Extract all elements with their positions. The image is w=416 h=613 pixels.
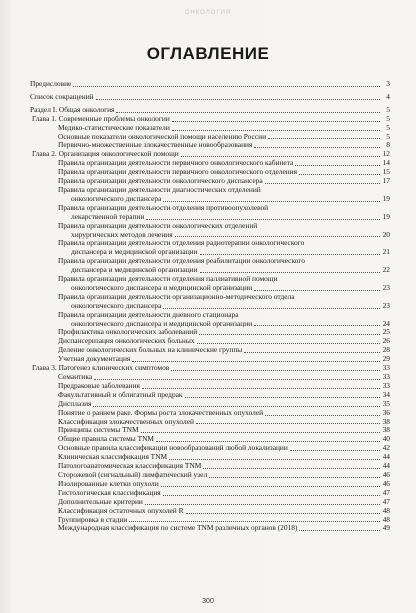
page-title: ОГЛАВЛЕНИЕ — [146, 44, 270, 63]
dot-leader — [265, 415, 380, 416]
toc-entry[interactable] — [30, 409, 390, 418]
toc-entry-title: Раздел I. Общая онкология — [30, 105, 115, 114]
toc-entry-title: Первично-множественные злокачественные новообразования — [58, 141, 253, 150]
toc-page-number: 25 — [382, 327, 390, 337]
dot-leader — [145, 504, 380, 505]
dot-leader — [295, 165, 380, 166]
toc-page-number: 36 — [382, 407, 390, 417]
dot-leader — [96, 99, 380, 100]
dot-leader — [172, 121, 380, 122]
toc-entry-title-cont: онкологического диспансера — [71, 301, 162, 310]
toc-entry-title: Учетная документация — [58, 355, 131, 364]
toc-page-number: 44 — [382, 461, 390, 471]
toc-entry[interactable] — [30, 124, 390, 133]
toc-page-number: 5 — [386, 113, 390, 123]
toc-entry-title: Классификация злокачественных опухолей — [58, 417, 194, 426]
toc-page-number: 21 — [382, 247, 390, 257]
toc-entry[interactable] — [30, 516, 390, 525]
toc-page-number: 46 — [382, 478, 390, 488]
toc-page-number: 42 — [382, 443, 390, 453]
toc-page-number: 28 — [382, 345, 390, 355]
toc-entry-title: Глава 2. Организация онкологической помощи — [32, 150, 179, 159]
toc-entry-title: Правила организации деятельности отделения радиотерапии онкологического — [58, 238, 305, 248]
toc-page-number: 48 — [382, 505, 390, 515]
toc-entry[interactable] — [30, 373, 390, 382]
toc-entry-title: Общие правила системы TNM — [58, 435, 155, 444]
dot-leader — [73, 86, 380, 87]
toc-entry-title: Дисплазия — [58, 399, 92, 408]
toc-entry-title: Правила организации деятельности диагностических отделений — [58, 184, 261, 194]
toc-entry[interactable] — [30, 159, 390, 168]
toc-entry[interactable] — [30, 115, 390, 124]
toc-page-number: 23 — [382, 282, 390, 292]
toc-page-number: 14 — [382, 158, 390, 168]
toc-entry[interactable] — [30, 453, 390, 462]
toc-entry[interactable] — [30, 257, 390, 275]
toc-entry-title: Глава 1. Современные проблемы онкологии — [32, 114, 170, 123]
toc-page-number: 12 — [382, 149, 390, 159]
dot-leader — [171, 370, 380, 371]
dot-leader — [141, 432, 380, 433]
toc-entry-title: Гистологическая классификация — [58, 488, 161, 497]
toc-entry-title: Предисловие — [30, 80, 72, 88]
toc-entry-title: Правила организации деятельности организационно-методического отдела — [58, 291, 295, 301]
toc-entry[interactable] — [30, 507, 390, 516]
dot-leader — [156, 441, 380, 442]
toc-page-number: 3 — [386, 79, 390, 88]
toc-entry-title: Основные правила классификации новообразований любой локализации — [58, 444, 288, 453]
page-number: 300 — [202, 598, 214, 605]
toc-entry-title: Правила организации деятельности отделения противоопухолевой — [58, 202, 269, 212]
toc-page-number: 40 — [382, 434, 390, 444]
toc-entry[interactable] — [30, 141, 390, 150]
toc-entry-title: Правила организации деятельности отделения паллиативной помощи — [58, 274, 278, 284]
toc-page-number: 33 — [382, 380, 390, 390]
toc-entry-title: Правила организации деятельности онкологического диспансера — [58, 177, 263, 186]
toc-entry-title: Предраковые заболевания — [58, 381, 140, 390]
dot-leader — [265, 183, 380, 184]
toc-entry[interactable] — [30, 106, 390, 115]
toc-page-number: 17 — [382, 176, 390, 186]
toc-entry-title: Изолированные клетки опухоли — [58, 479, 159, 488]
toc-page-number: 49 — [382, 523, 390, 533]
dot-leader — [197, 343, 380, 344]
toc-entry[interactable] — [30, 222, 390, 240]
toc-entry[interactable] — [30, 524, 390, 533]
toc-entry-title: Клиническая классификация TNM — [58, 453, 168, 462]
dot-leader — [299, 174, 380, 175]
toc-entry[interactable] — [30, 346, 390, 355]
toc-entry-title: Группировка в стадии — [58, 515, 128, 524]
toc-page-number: 38 — [382, 416, 390, 426]
toc-entry-title: Медико-статистические показатели — [58, 123, 170, 132]
toc-entry-title: Патологоанатомическая классификация TNM — [58, 462, 202, 471]
dot-leader — [199, 334, 380, 335]
toc-entry-title: Деление онкологических больных на клинические группы — [58, 346, 243, 355]
dot-leader — [200, 254, 380, 255]
toc-entry-title-cont: диспансера и медицинской организации — [71, 248, 198, 257]
toc-entry-title: Дополнительные критерии — [58, 497, 143, 506]
dot-leader — [196, 423, 380, 424]
dot-leader — [290, 450, 380, 451]
toc-entry[interactable] — [30, 328, 390, 337]
toc-entry[interactable] — [30, 186, 390, 204]
toc-entry-title: Список сокращений — [30, 92, 94, 101]
toc-entry[interactable] — [30, 435, 390, 444]
dot-leader — [93, 406, 380, 407]
toc-entry-title: Основные показатели онкологической помощи населению России — [58, 132, 267, 141]
toc-entry-title: Правила организации деятельности первичного онкологического кабинета — [58, 159, 294, 168]
table-of-contents — [30, 80, 390, 533]
dot-leader — [186, 513, 380, 514]
dot-leader — [299, 530, 380, 531]
dot-leader — [268, 138, 380, 139]
toc-page-number: 15 — [382, 167, 390, 177]
toc-page-number: 22 — [382, 265, 390, 275]
toc-entry-title: Правила организации деятельности первичного онкологического отделения — [58, 168, 298, 177]
dot-leader — [254, 147, 380, 148]
toc-entry-title-cont: диспансера и медицинской организации — [71, 266, 198, 275]
toc-entry[interactable] — [30, 391, 390, 400]
toc-entry[interactable] — [30, 80, 390, 89]
toc-page-number: 33 — [382, 372, 390, 381]
toc-entry[interactable] — [30, 471, 390, 480]
dot-leader — [254, 325, 380, 326]
dot-leader — [200, 272, 380, 273]
dot-leader — [254, 290, 380, 291]
toc-entry[interactable] — [30, 311, 390, 329]
toc-page-number: 33 — [382, 363, 390, 373]
toc-entry-title: Принципы системы TNM — [58, 426, 139, 435]
running-header: ОНКОЛОГИЯ — [184, 10, 232, 16]
toc-entry-title: Факультативный и облигатный предрак — [58, 390, 183, 399]
toc-entry[interactable] — [30, 275, 390, 293]
toc-entry-title: Профилактика онкологических заболеваний — [58, 328, 198, 337]
dot-leader — [175, 236, 380, 237]
toc-page-number: 23 — [382, 300, 390, 310]
toc-page-number: 47 — [382, 496, 390, 506]
toc-entry-title: Понятие о раннем раке. Формы роста злокачественных опухолей — [58, 408, 264, 417]
toc-entry-title-cont: лекарственной терапии — [71, 212, 145, 221]
toc-entry-title: Семантика — [58, 373, 93, 381]
dot-leader — [94, 379, 380, 380]
toc-entry-title: Правила организации деятельности дневного стационара — [58, 309, 239, 319]
toc-page-number: 35 — [382, 398, 390, 408]
toc-entry-title: Классификация остаточных опухолей R — [58, 506, 184, 515]
dot-leader — [203, 468, 380, 469]
toc-entry[interactable] — [30, 418, 390, 427]
toc-page-number: 5 — [386, 122, 390, 132]
dot-leader — [132, 361, 380, 362]
toc-page-number: 48 — [382, 514, 390, 524]
dot-leader — [163, 308, 380, 309]
toc-page-number: 4 — [386, 91, 390, 101]
dot-leader — [244, 352, 380, 353]
toc-entry[interactable] — [30, 133, 390, 142]
toc-page-number: 46 — [382, 469, 390, 479]
dot-leader — [142, 388, 380, 389]
toc-page-number: 5 — [386, 104, 390, 114]
toc-entry[interactable] — [30, 382, 390, 391]
dot-leader — [209, 477, 380, 478]
toc-entry[interactable] — [30, 204, 390, 222]
dot-leader — [146, 219, 380, 220]
toc-entry-title-cont: хирургических методов лечения — [71, 230, 173, 239]
toc-entry[interactable] — [30, 355, 390, 364]
toc-entry[interactable] — [30, 462, 390, 471]
dot-leader — [163, 495, 380, 496]
toc-entry[interactable] — [30, 489, 390, 498]
toc-entry[interactable] — [30, 400, 390, 409]
toc-entry-title: Сторожевой (сигнальный) лимфатический узел — [58, 470, 208, 479]
toc-page-number: 26 — [382, 336, 390, 346]
toc-entry[interactable] — [30, 480, 390, 489]
toc-page-number: 19 — [382, 193, 390, 203]
toc-page-number: 20 — [382, 229, 390, 239]
toc-entry[interactable] — [30, 93, 390, 102]
toc-page-number: 47 — [382, 487, 390, 497]
toc-entry-title-cont: онкологического диспансера — [71, 194, 162, 203]
toc-page-number: 19 — [382, 211, 390, 221]
dot-leader — [163, 201, 380, 202]
toc-entry-title-cont: онкологического диспансера и медицинской организации — [71, 319, 253, 328]
dot-leader — [161, 486, 380, 487]
toc-page-number: 38 — [382, 425, 390, 435]
toc-entry-title: Правила организации деятельности онкологических отделений — [58, 220, 258, 230]
dot-leader — [116, 112, 380, 113]
toc-entry[interactable] — [30, 337, 390, 346]
toc-entry-title: Правила организации деятельности отделения реабилитации онкологического — [58, 256, 305, 266]
dot-leader — [129, 521, 380, 522]
toc-page-number: 34 — [382, 389, 390, 399]
toc-entry-title: Глава 3. Патогенез клинических симптомов — [32, 364, 170, 373]
dot-leader — [172, 130, 380, 131]
toc-entry-title: Диспансеризация онкологических больных — [58, 337, 195, 346]
toc-page-number: 44 — [382, 452, 390, 462]
dot-leader — [185, 397, 380, 398]
toc-entry[interactable] — [30, 444, 390, 453]
dot-leader — [181, 156, 380, 157]
toc-entry[interactable] — [30, 498, 390, 507]
toc-entry[interactable] — [30, 168, 390, 177]
toc-entry[interactable] — [30, 293, 390, 311]
toc-entry-title-cont: онкологического диспансера и медицинской организации — [71, 283, 253, 292]
dot-leader — [169, 459, 380, 460]
toc-entry[interactable] — [30, 364, 390, 373]
toc-page-number: 8 — [386, 140, 390, 150]
toc-entry-title: Международная классификация по системе TNM различных органов (2018) — [58, 524, 298, 533]
toc-page-number: 29 — [382, 354, 390, 364]
toc-entry[interactable] — [30, 239, 390, 257]
toc-page-number: 5 — [386, 131, 390, 141]
toc-entry[interactable] — [30, 150, 390, 159]
toc-entry[interactable] — [30, 426, 390, 435]
toc-page-number: 24 — [382, 318, 390, 328]
